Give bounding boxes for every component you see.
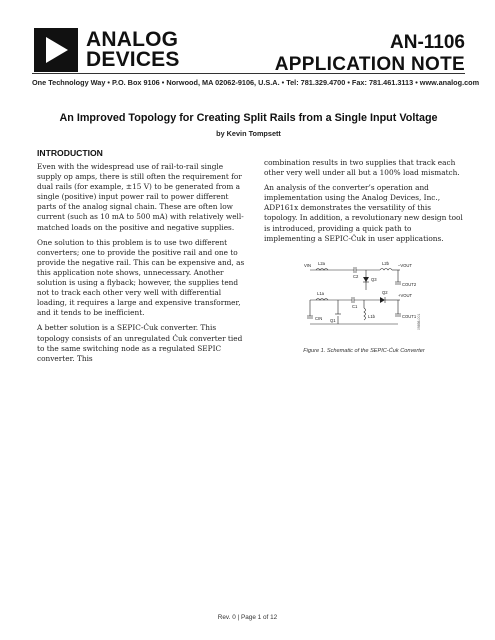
doc-type: APPLICATION NOTE bbox=[274, 54, 465, 75]
analog-devices-logo bbox=[34, 28, 180, 72]
label-c1: C1 bbox=[352, 304, 358, 309]
label-cout1: COUT1 bbox=[402, 314, 417, 319]
paragraph: An analysis of the converter’s operation and implementation using the Analog Devices, Inc., ADP161x demonstrates the versatility of this topology. In addition, a revolutionary new design tool is introduced, providing a quick path to implementing a SEPIC-Ćuk in user applications. bbox=[264, 183, 463, 243]
paragraph: One solution to this problem is to use two different converters; one to provide the positive rail and one to provide the negative rail. This can be expensive and, as this application note shows, unnecessary. Another solution is using a flyback; however, the supplies tend not to track each other very well with differential loading, it requires a large and expensive transformer, and it tends to be inefficient. bbox=[37, 237, 245, 318]
left-column bbox=[37, 147, 247, 369]
paragraph: A better solution is a SEPIC-Ćuk converter. This topology consists of an unregulated Ćuk converter tied to the same switching node as a regulated SEPIC converter. This bbox=[37, 323, 243, 363]
sepic-cuk-schematic bbox=[302, 260, 428, 342]
label-l2a: L2a bbox=[318, 261, 325, 266]
diode-q2 bbox=[380, 297, 385, 303]
inductor-l2b bbox=[380, 269, 392, 271]
paragraph: combination results in two supplies that track each other very well under all but a 100% load mismatch. bbox=[264, 158, 460, 178]
logo-line-2: DEVICES bbox=[86, 48, 180, 71]
inductor-l1b bbox=[364, 308, 366, 320]
label-q2: Q2 bbox=[382, 290, 388, 295]
label-c2: C2 bbox=[353, 274, 359, 279]
header-rule bbox=[32, 73, 465, 74]
right-column bbox=[264, 158, 464, 249]
label-l2b: L2b bbox=[382, 261, 389, 266]
doc-number: AN-1106 bbox=[390, 32, 465, 53]
diode-q3 bbox=[363, 277, 369, 282]
label-vout-pos: +VOUT bbox=[398, 293, 413, 298]
label-q1: Q1 bbox=[330, 318, 336, 323]
label-l1a: L1a bbox=[317, 291, 324, 296]
page-title: An Improved Topology for Creating Split Rails from a Single Input Voltage bbox=[59, 112, 438, 124]
analog-devices-logo-icon bbox=[34, 28, 78, 72]
label-q3: Q3 bbox=[371, 277, 377, 282]
label-cout2: COUT2 bbox=[402, 282, 417, 287]
section-heading-introduction: INTRODUCTION bbox=[37, 148, 103, 158]
figure-caption: Figure 1. Schematic of the SEPIC-Ćuk Converter bbox=[303, 348, 425, 354]
author-line: by Kevin Tompsett bbox=[216, 129, 281, 138]
page-footer: Rev. 0 | Page 1 of 12 bbox=[217, 614, 278, 621]
company-address: One Technology Way • P.O. Box 9106 • Norwood, MA 02062-9106, U.S.A. • Tel: 781.329.4700 • Fax: 781.461.3113 • www.analog.com bbox=[32, 78, 480, 87]
logo-wordmark bbox=[86, 30, 180, 70]
label-cin: CIN bbox=[315, 316, 323, 321]
figure-ref-id: 09898-001 bbox=[417, 313, 421, 330]
logo-line-1: ANALOG bbox=[86, 28, 179, 51]
paragraph: Even with the widespread use of rail-to-rail single supply op amps, there is still often the requirement for dual rails (for example, ±15 V) to be generated from a single (positive) input power rail to power different parts of the analog signal chain. These are often low current (such as 10 mA to 500 mA) with relatively well-matched loads on the positive and negative supplies. bbox=[37, 162, 244, 232]
label-vout-neg: –VOUT bbox=[398, 263, 412, 268]
label-l1b: L1b bbox=[368, 314, 375, 319]
document-id bbox=[275, 32, 465, 76]
label-vin: VIN bbox=[304, 263, 311, 268]
